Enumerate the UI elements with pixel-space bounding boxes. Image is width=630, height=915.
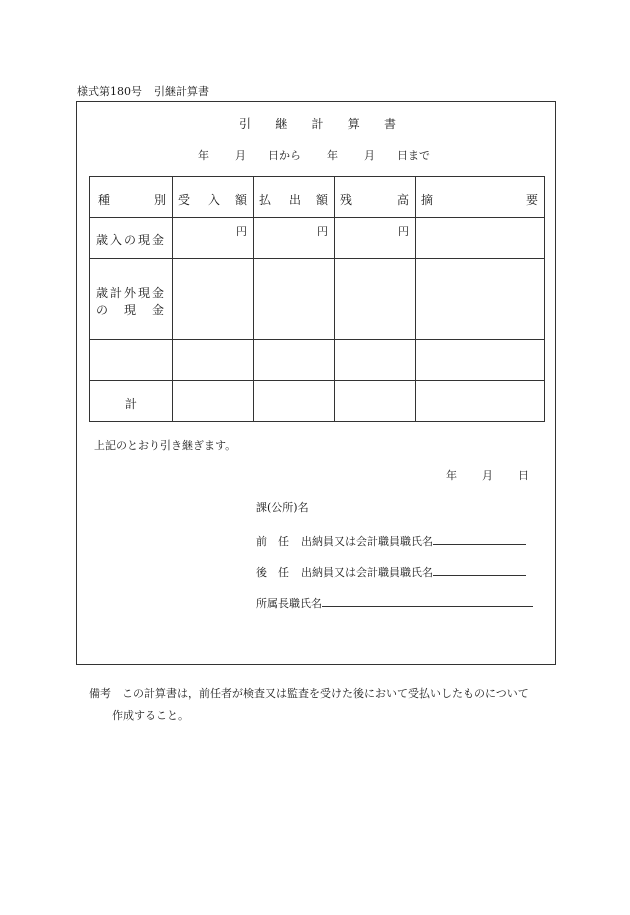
successor-field-label: 出納員又は会計職員職氏名 xyxy=(301,566,433,579)
header-receipt: 受 入 額 xyxy=(173,177,254,218)
cell-payment[interactable] xyxy=(254,218,335,259)
yen-unit: 円 xyxy=(236,225,247,238)
predecessor-line xyxy=(256,532,526,549)
note-line1 xyxy=(89,687,529,701)
successor-label: 後 任 xyxy=(256,566,289,579)
division-name-label: 課(公所)名 xyxy=(256,501,309,514)
header-balance: 残 高 xyxy=(335,177,416,218)
date-month: 月 xyxy=(482,469,493,482)
successor-line xyxy=(256,563,526,580)
period-from-month: 月 xyxy=(235,149,246,162)
date-line xyxy=(446,469,529,483)
header-payment: 払 出 額 xyxy=(254,177,335,218)
form-header xyxy=(77,85,209,99)
row-label-revenue-cash: 歳入の現金 xyxy=(90,218,173,259)
cell-remarks[interactable] xyxy=(416,259,545,340)
table-row xyxy=(90,259,545,340)
cell-balance[interactable] xyxy=(335,259,416,340)
cell-remarks[interactable] xyxy=(416,218,545,259)
ledger-table xyxy=(89,176,545,422)
period-line xyxy=(198,149,430,163)
cell-receipt[interactable] xyxy=(173,218,254,259)
row-label-outside-cash: 歳計外現金 の 現 金 xyxy=(90,259,173,340)
predecessor-label: 前 任 xyxy=(256,535,289,548)
head-label: 所属長職氏名 xyxy=(256,597,322,610)
cell-balance[interactable] xyxy=(335,340,416,381)
period-to-day: 日まで xyxy=(397,149,430,162)
row-label-blank[interactable] xyxy=(90,340,173,381)
cell-remarks[interactable] xyxy=(416,340,545,381)
period-from-year: 年 xyxy=(198,149,209,162)
cell-balance[interactable] xyxy=(335,381,416,422)
table-row-total xyxy=(90,381,545,422)
form-short-title: 引継計算書 xyxy=(154,85,209,98)
cell-balance[interactable] xyxy=(335,218,416,259)
header-remarks: 摘 要 xyxy=(416,177,545,218)
head-line xyxy=(256,594,533,611)
cell-receipt[interactable] xyxy=(173,259,254,340)
form-number: 様式第180号 xyxy=(77,85,142,98)
period-from-day: 日から xyxy=(268,149,301,162)
cell-payment[interactable] xyxy=(254,340,335,381)
head-signature-line[interactable] xyxy=(322,594,533,607)
table-row xyxy=(90,340,545,381)
cell-receipt[interactable] xyxy=(173,340,254,381)
period-to-month: 月 xyxy=(364,149,375,162)
successor-signature-line[interactable] xyxy=(433,563,526,576)
header-type: 種 別 xyxy=(90,177,173,218)
table-row xyxy=(90,218,545,259)
form-title: 引 継 計 算 書 xyxy=(239,117,396,131)
yen-unit: 円 xyxy=(398,225,409,238)
table-header-row xyxy=(90,177,545,218)
handover-statement: 上記のとおり引き継ぎます。 xyxy=(94,439,237,452)
note-line2: 作成すること。 xyxy=(112,709,189,722)
predecessor-field-label: 出納員又は会計職員職氏名 xyxy=(301,535,433,548)
date-year: 年 xyxy=(446,469,457,482)
note-text: この計算書は，前任者が検査又は監査を受けた後において受払いしたものについて xyxy=(122,687,529,700)
yen-unit: 円 xyxy=(317,225,328,238)
date-day: 日 xyxy=(518,469,529,482)
cell-payment[interactable] xyxy=(254,259,335,340)
row-label-total: 計 xyxy=(90,381,173,422)
predecessor-signature-line[interactable] xyxy=(433,532,526,545)
cell-receipt[interactable] xyxy=(173,381,254,422)
note-label: 備考 xyxy=(89,687,111,700)
cell-payment[interactable] xyxy=(254,381,335,422)
cell-remarks[interactable] xyxy=(416,381,545,422)
period-to-year: 年 xyxy=(327,149,338,162)
